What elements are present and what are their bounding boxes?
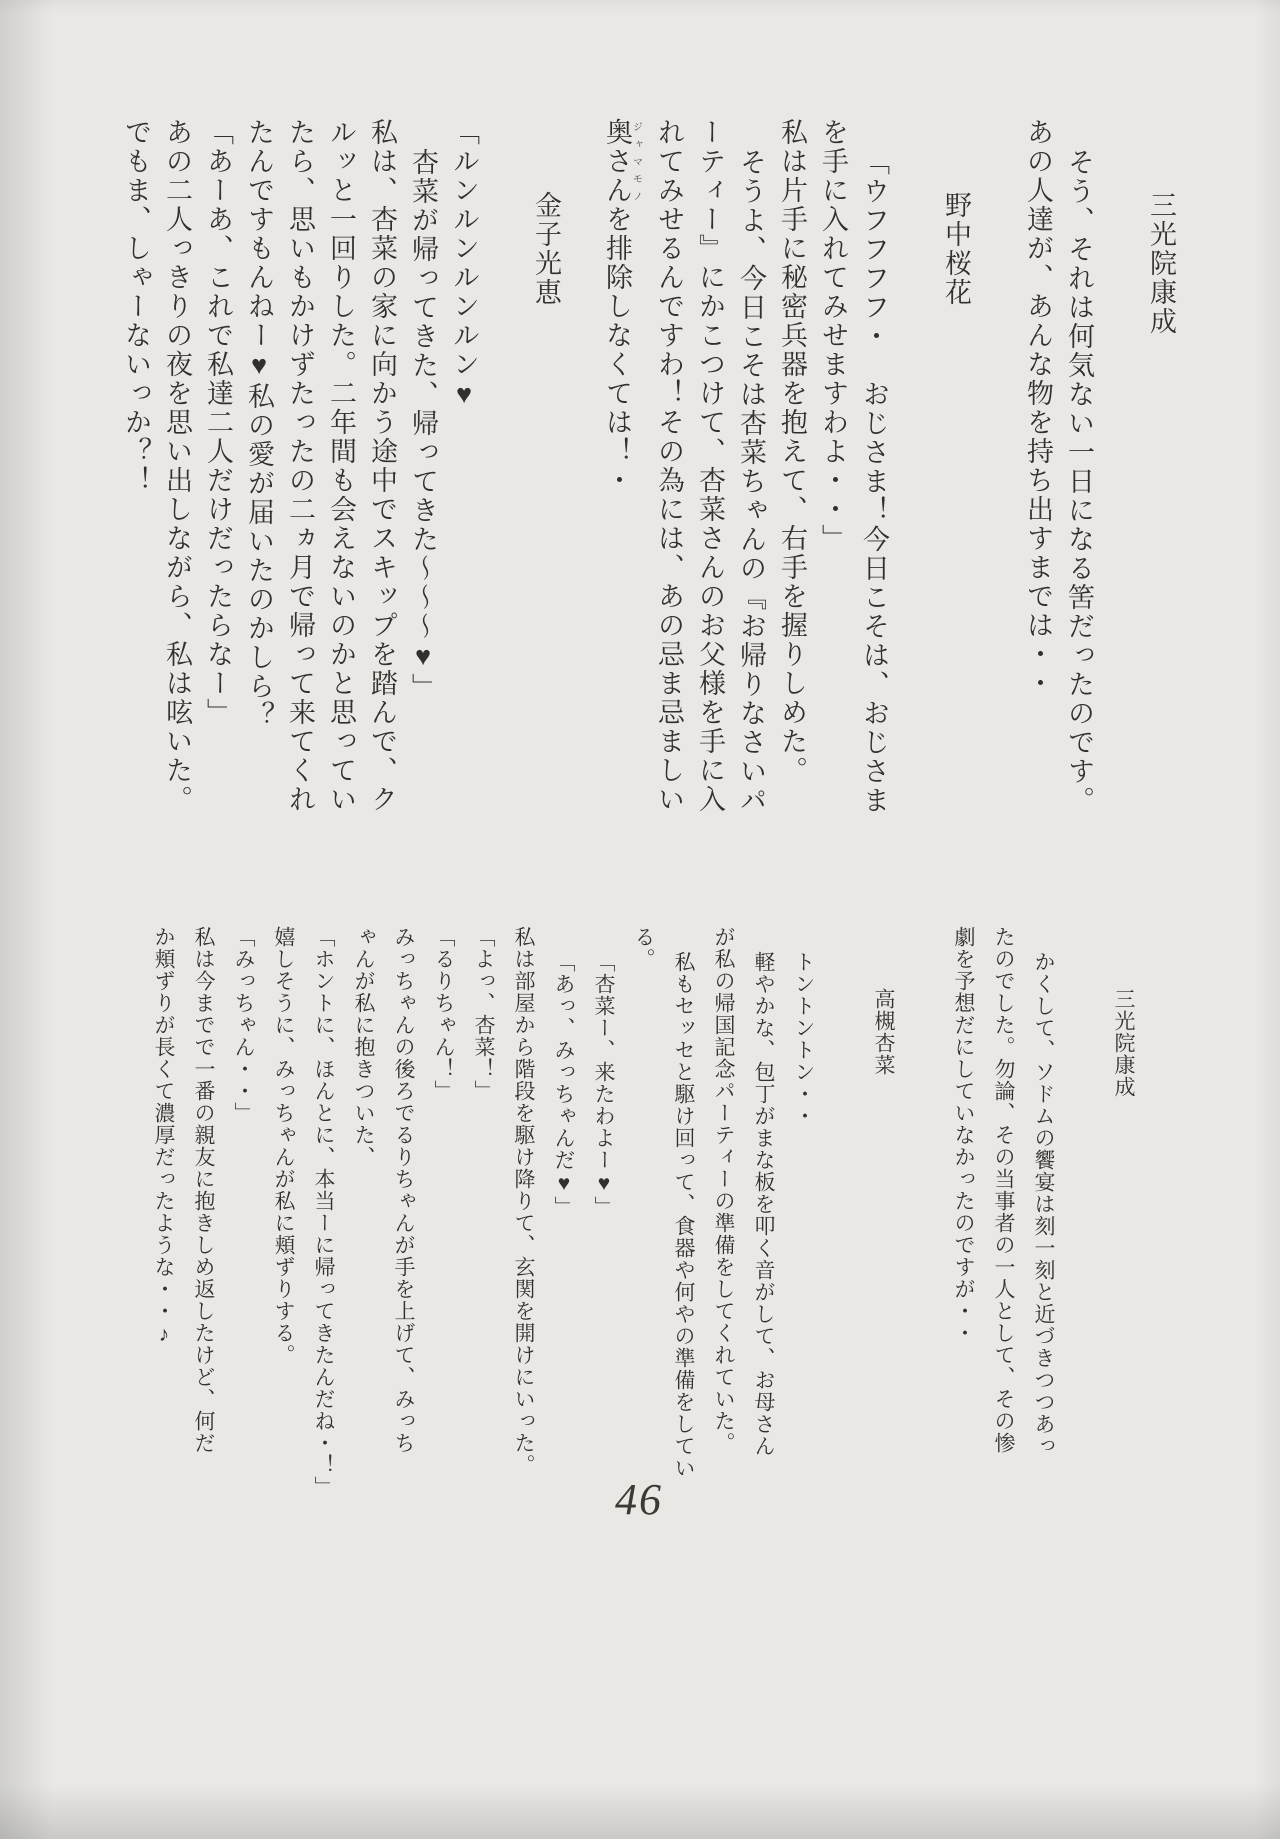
column-spacer: [1054, 926, 1094, 934]
text-column: が私の帰国記念パーティーの準備をしてくれていた。: [712, 926, 736, 1454]
text-column: トントントン・・: [792, 951, 816, 1127]
text-column: 「ウフフフフ・ おじさま！今日こそは、おじさま: [859, 148, 889, 815]
section-heading: 高槻杏菜: [872, 988, 896, 1076]
text-column: れてみせるんですわ！その為には、あの忌ま忌ましい: [654, 118, 684, 814]
section-heading: 金子光恵: [531, 191, 561, 307]
text-column: 私は部屋から階段を駆け降りて、玄関を開けにいった。: [512, 926, 536, 1476]
text-column: 嬉しそうに、みっちゃんが私に頬ずりする。: [272, 926, 296, 1366]
column-spacer: [477, 118, 518, 126]
column-spacer: [887, 118, 928, 126]
bottom-text-block: [132, 926, 1136, 1498]
text-column: ルッと一回りした。二年間も会えないのかと思ってい: [326, 118, 356, 814]
top-text-block: [106, 118, 1174, 832]
text-column: 劇を予想だにしていなかったのですが・・: [952, 926, 976, 1344]
text-column: たら、思いもかけずたったの二ヵ月で帰って来てくれ: [285, 118, 315, 814]
text-column: 私は片手に秘密兵器を抱えて、右手を握りしめた。: [777, 118, 807, 785]
text-column: 「みっちゃん・・」: [232, 926, 256, 1124]
text-column: 「あーあ、これで私達二人だけだったらなー」: [203, 118, 233, 727]
text-column: 「ルンルンルンルン♥: [449, 118, 479, 411]
section-heading: 野中桜花: [941, 191, 971, 307]
text-column: 杏菜が帰ってきた、帰ってきた～～～♥」: [408, 148, 438, 702]
text-column: 「よっ、杏菜！」: [472, 926, 496, 1102]
text-column: 私もセッセと駆け回って、食器や何やの準備をしてい: [672, 951, 696, 1479]
text-column: そうよ、今日こそは杏菜ちゃんの『お帰りなさいパ: [736, 148, 766, 815]
text-column: かくして、ソドムの饗宴は刻一刻と近づきつつあっ: [1032, 951, 1056, 1457]
text-column: ゃんが私に抱きついた、: [352, 926, 376, 1168]
section-heading: 三光院康成: [1112, 988, 1136, 1098]
text-column: でもま、しゃーないっか？！: [121, 118, 151, 495]
column-spacer: [814, 926, 854, 934]
column-spacer: [559, 118, 600, 126]
column-spacer: [1092, 118, 1133, 126]
page-number: 46: [615, 1475, 664, 1524]
text-column: 「あっ、みっちゃんだ♥」: [552, 951, 576, 1218]
text-column: 「ホントに、ほんとに、本当ーに帰ってきたんだね・！」: [312, 926, 336, 1498]
text-column: 「るりちゃん！」: [432, 926, 456, 1102]
text-column: る。: [632, 926, 656, 970]
column-spacer: [969, 118, 1010, 126]
column-spacer: [894, 926, 934, 934]
text-column: そう、それは何気ない一日になる筈だったのです。: [1064, 148, 1094, 815]
text-column: たんですもんねー♥私の愛が届いたのかしら？: [244, 118, 274, 730]
text-column: あの二人っきりの夜を思い出しながら、私は呟いた。: [162, 118, 192, 814]
text-column: を手に入れてみせますわよ・・」: [818, 118, 848, 553]
section-heading: 三光院康成: [1146, 191, 1176, 336]
text-column: 私は、杏菜の家に向かう途中でスキップを踏んで、ク: [367, 118, 397, 814]
text-column: 軽やかな、包丁がまな板を叩く音がして、お母さん: [752, 951, 776, 1457]
text-column: 「杏菜ー、来たわよー♥」: [592, 951, 616, 1218]
text-column: か頬ずりが長くて濃厚だったような・・♪: [152, 926, 176, 1347]
text-column: ーティー』にかこつけて、杏菜さんのお父様を手に入: [695, 118, 725, 814]
text-column: 私は今までで一番の親友に抱きしめ返したけど、何だ: [192, 926, 216, 1454]
text-column: あの人達が、あんな物を持ち出すまでは・・: [1023, 118, 1053, 698]
text-column: たのでした。勿論、その当事者の一人として、その惨: [992, 926, 1016, 1454]
text-column: みっちゃんの後ろでるりちゃんが手を上げて、みっち: [392, 926, 416, 1454]
text-column: 奥さんジャマモノを排除しなくては！・: [602, 118, 642, 495]
